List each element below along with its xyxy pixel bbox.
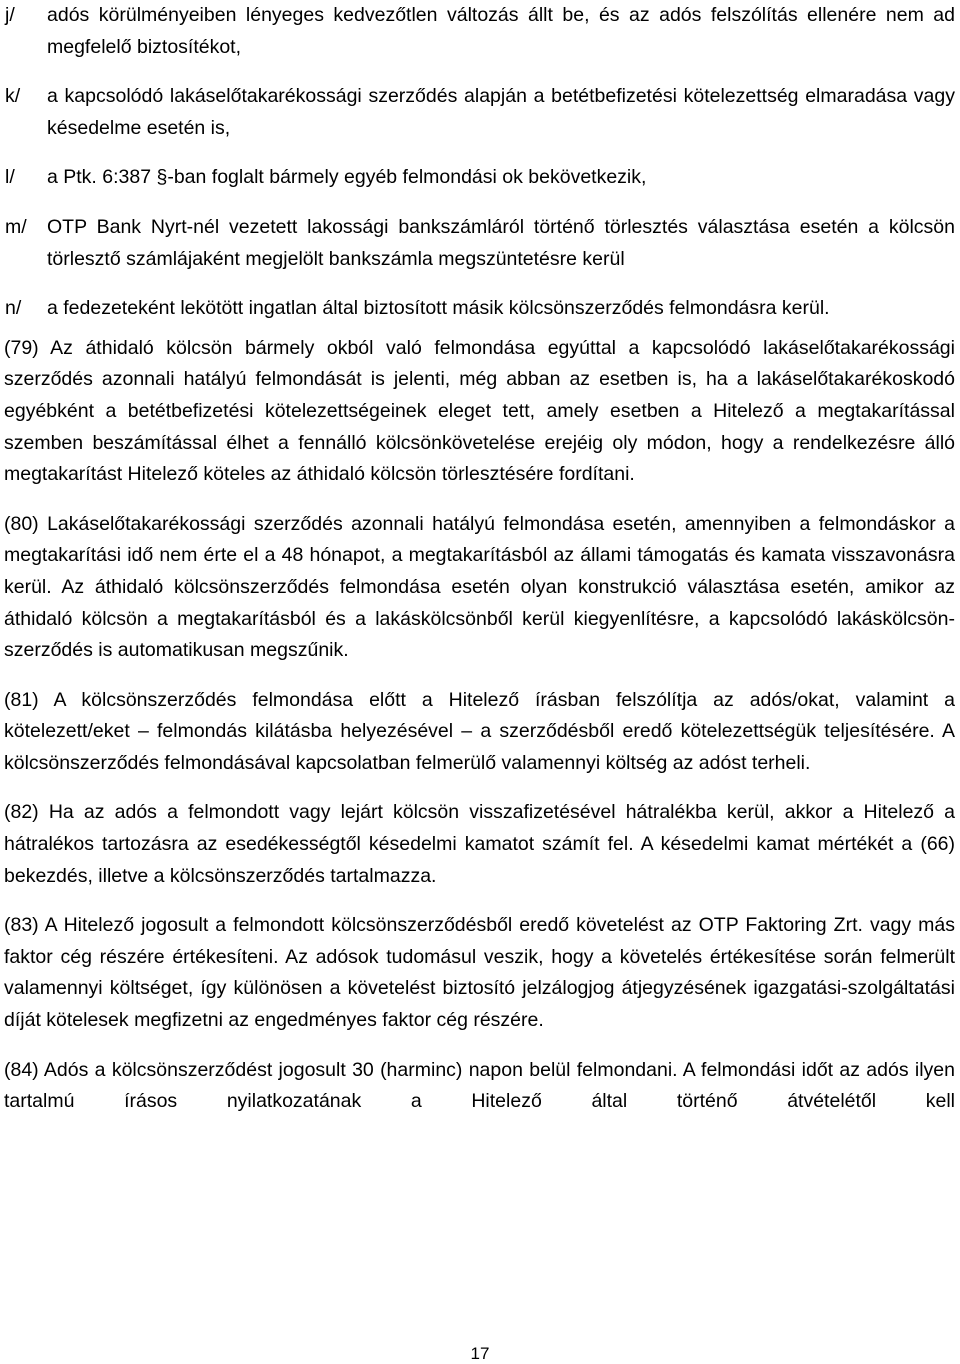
paragraph-number: (79) — [4, 336, 39, 359]
paragraph-text: A kölcsönszerződés felmondása előtt a Hitelező írásban felszólítja az adós/okat, valamint a kötelezett/eket – felmondás kilátásba helyezésével – a szerződésből eredő kötelezettségük teljesítésére. A kölcsönszerződés felmondásával kapcsolatban felmerülő valamennyi költség az adóst terheli. — [4, 688, 955, 774]
paragraph-text: Adós a kölcsönszerződést jogosult 30 (harminc) napon belül felmondani. A felmondási időt az adós ilyen tartalmú írásos nyilatkozatának a Hitelező által történő átvételétől kell — [4, 1058, 955, 1113]
list-item-marker: n/ — [5, 297, 22, 320]
list-item — [4, 81, 955, 144]
list-item-marker: k/ — [5, 85, 21, 108]
paragraph-number: (80) — [4, 512, 39, 535]
paragraph-79 — [4, 333, 955, 491]
document-page — [4, 0, 955, 1136]
list-item — [4, 162, 955, 194]
list-item — [4, 212, 955, 275]
list-item — [4, 293, 955, 325]
list-item — [4, 0, 955, 63]
paragraph-number: (81) — [4, 688, 39, 711]
list-item-text: a Ptk. 6:387 §-ban foglalt bármely egyéb felmondási ok bekövetkezik, — [47, 166, 647, 189]
list-item-text: a fedezeteként lekötött ingatlan által biztosított másik kölcsönszerződés felmondásra kerül. — [47, 297, 830, 320]
list-item-text: adós körülményeiben lényeges kedvezőtlen változás állt be, és az adós felszólítás ellenére nem ad megfelelő biztosítékot, — [47, 4, 955, 58]
paragraph-80 — [4, 509, 955, 667]
list-item-marker: m/ — [5, 215, 27, 238]
paragraph-83 — [4, 910, 955, 1036]
paragraph-number: (82) — [4, 801, 39, 824]
paragraph-82 — [4, 797, 955, 892]
paragraph-84 — [4, 1055, 955, 1118]
paragraph-number: (84) — [4, 1058, 39, 1081]
list-item-marker: l/ — [5, 166, 15, 189]
paragraph-text: Ha az adós a felmondott vagy lejárt kölcsön visszafizetésével hátralékba kerül, akkor a Hitelező a hátralékos tartozásra az esedékességtől késedelmi kamatot számít fel. A késedelmi kamat mértékét a (66) bekezdés, illetve a kölcsönszerződés tartalmazza. — [4, 801, 955, 887]
paragraph-text: A Hitelező jogosult a felmondott kölcsönszerződésből eredő követelést az OTP Faktoring Zrt. vagy más faktor cég részére értékesíteni. Az adósok tudomásul veszik, hogy a követelés értékesítése során felmerült valamennyi költséget, így különösen a követelést biztosító jelzálogjog átjegyzésének igazgatási-szolgáltatási díját kötelesek megfizetni az engedményes faktor cég részére. — [4, 914, 955, 1032]
page-number: 17 — [470, 1344, 490, 1363]
paragraph-text: Az áthidaló kölcsön bármely okból való felmondása egyúttal a kapcsolódó lakáselőtakarékossági szerződés azonnali hatályú felmondását is jelenti, még abban az esetben is, ha a lakáselőtakarékoskodó egyébként a betétbefizetési kötelezettségeinek eleget tett, amely esetben a Hitelező a megtakarítással szemben beszámítással élhet a fennálló kölcsönkövetelése erejéig oly módon, hogy a rendelkezésre álló megtakarítást Hitelező köteles az áthidaló kölcsön törlesztésére fordítani. — [4, 336, 955, 486]
termination-reasons-list — [4, 0, 955, 325]
paragraph-81 — [4, 685, 955, 780]
list-item-marker: j/ — [5, 4, 15, 26]
paragraph-number: (83) — [4, 914, 39, 937]
paragraph-text: Lakáselőtakarékossági szerződés azonnali hatályú felmondása esetén, amennyiben a felmondáskor a megtakarítási idő nem érte el a 48 hónapot, a megtakarításból az állami támogatás és kamata visszavonásra kerül. Az áthidaló kölcsönszerződés felmondása esetén olyan konstrukció választása esetén, amikor az áthidaló kölcsön a megtakarításból és a lakáskölcsönből kerül kiegyenlítésre, a kapcsolódó lakáskölcsön-szerződés is automatikusan megszűnik. — [4, 512, 956, 662]
list-item-text: a kapcsolódó lakáselőtakarékossági szerződés alapján a betétbefizetési kötelezettség elmaradása vagy késedelme esetén is, — [47, 85, 955, 139]
list-item-text: OTP Bank Nyrt-nél vezetett lakossági bankszámláról történő törlesztés választása esetén a kölcsön törlesztő számlájaként megjelölt bankszámla megszüntetésre kerül — [47, 215, 955, 270]
